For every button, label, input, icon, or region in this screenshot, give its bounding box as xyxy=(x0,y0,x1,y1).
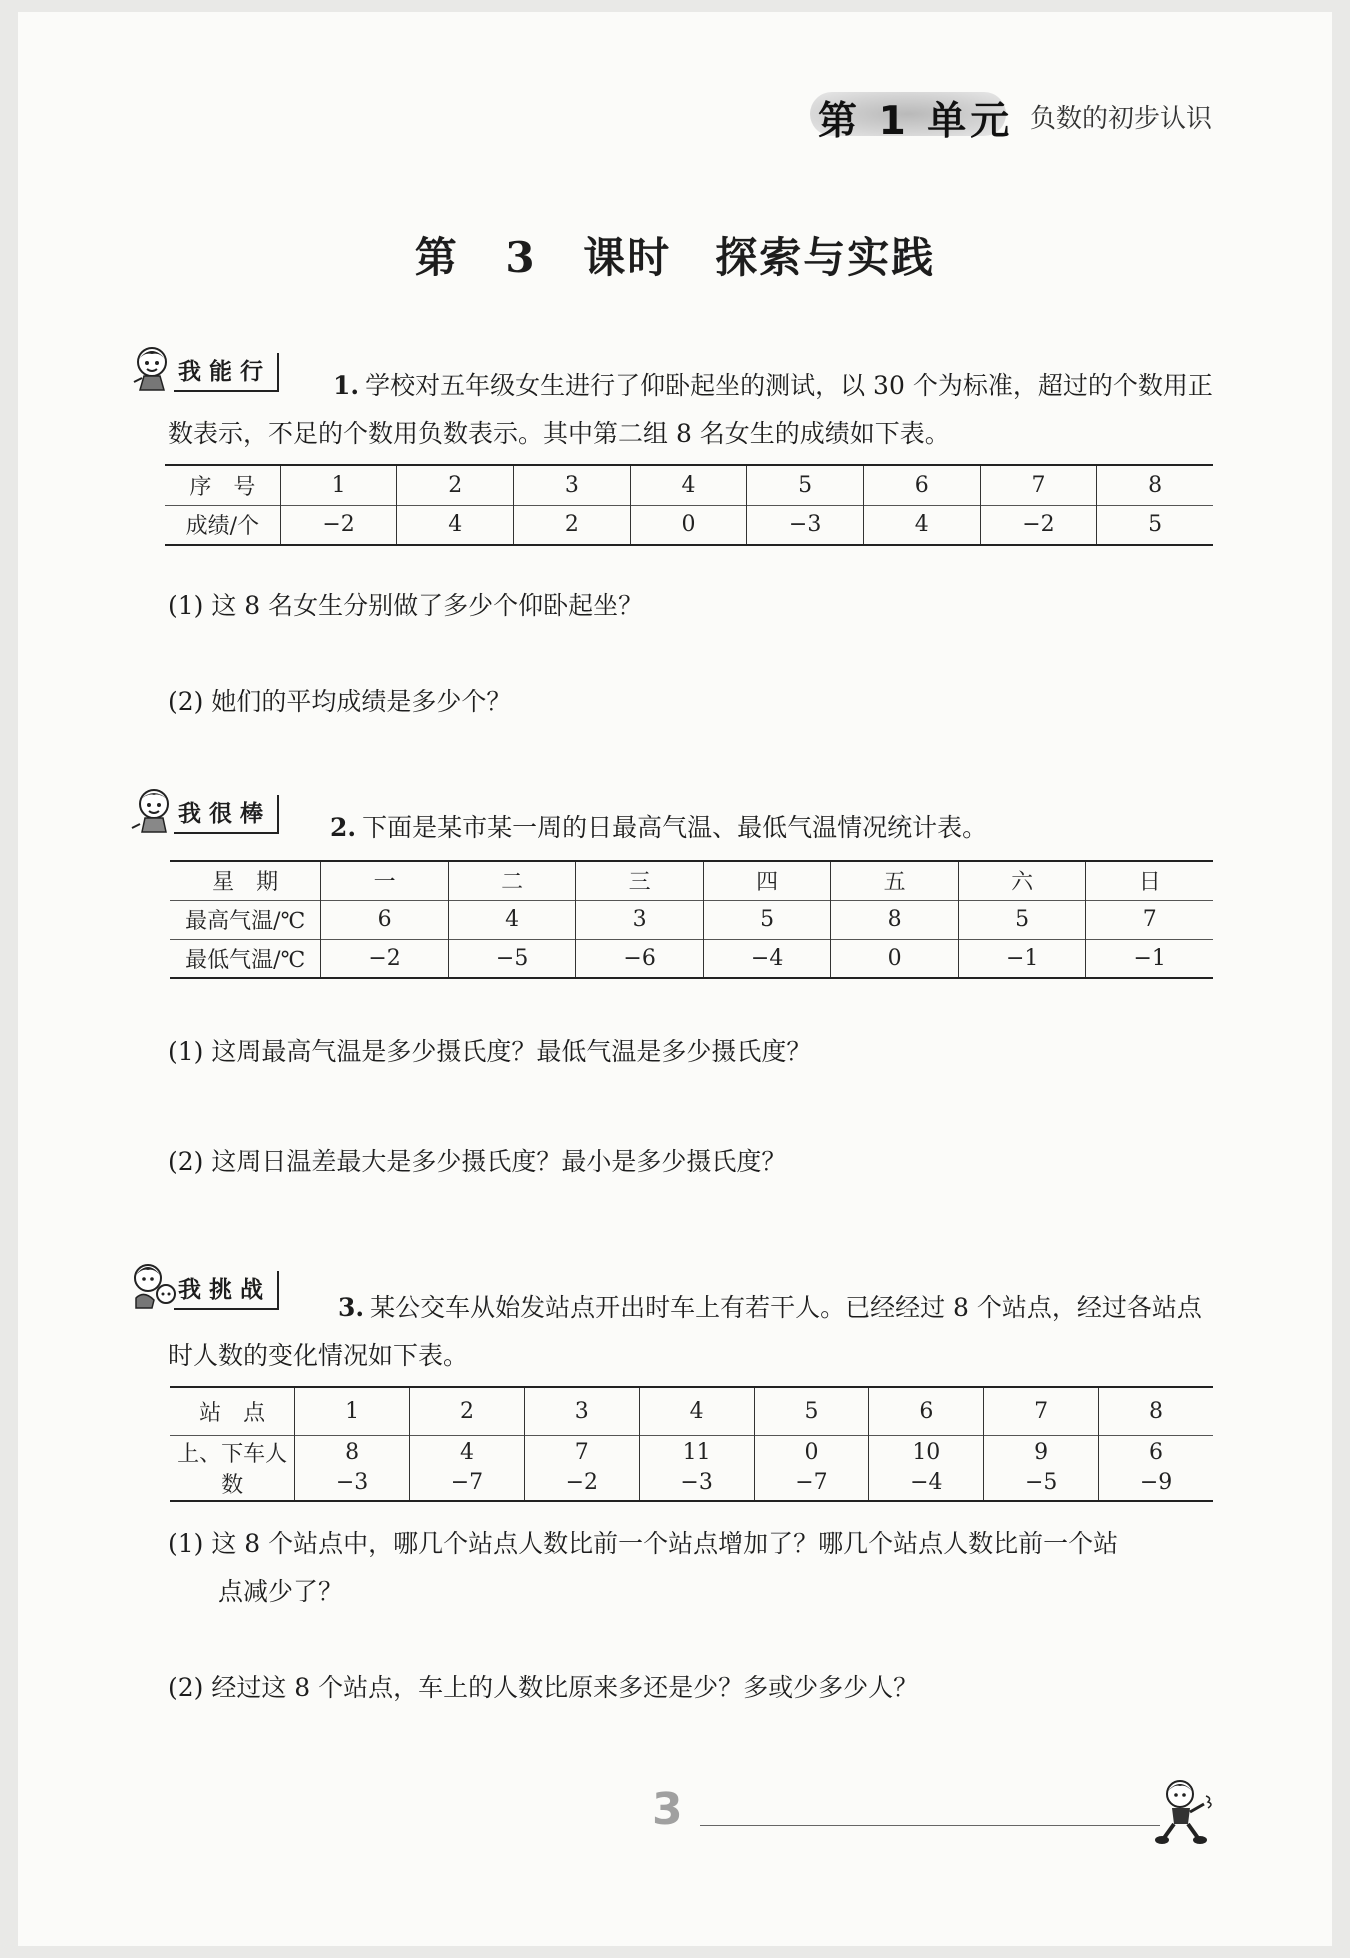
alighting-count: −7 xyxy=(450,1469,484,1495)
table-cell: −2 xyxy=(980,505,1097,545)
question3-body: 某公交车从始发站点开出时车上有若干人。已经经过 8 个站点，经过各站点时人数的变化情况如下表。 xyxy=(168,1293,1202,1370)
table-cell: 4 xyxy=(397,505,514,545)
table-cell: 6 xyxy=(321,900,449,939)
table-row xyxy=(165,505,1213,545)
boarding-count: 8 xyxy=(345,1439,360,1465)
table-cell: −4 xyxy=(703,939,831,978)
alighting-count: −7 xyxy=(795,1469,828,1495)
table-cell: −2 xyxy=(280,505,397,545)
table-cell: −2 xyxy=(321,939,449,978)
table-cell: 0 xyxy=(630,505,747,545)
unit-label: 第 1 单元 xyxy=(818,99,1014,144)
table-cell: 5 xyxy=(958,900,1086,939)
row-header: 站 点 xyxy=(199,1400,266,1426)
table-cell: 二 xyxy=(448,861,576,900)
question1-text xyxy=(168,362,1218,458)
table-cell: 7 xyxy=(1086,900,1213,939)
footer-rule xyxy=(700,1825,1160,1826)
table-cell: 2 xyxy=(514,505,631,545)
table-row xyxy=(170,939,1213,978)
table-cell: 4 xyxy=(639,1387,754,1435)
table-cell: 8 xyxy=(1097,465,1213,505)
row-header: 最低气温/℃ xyxy=(185,947,306,973)
table-cell xyxy=(295,1435,410,1501)
table-cell: −5 xyxy=(448,939,576,978)
boarding-count: 11 xyxy=(682,1439,711,1465)
boarding-count: 7 xyxy=(574,1439,589,1465)
worksheet-page xyxy=(18,12,1332,1946)
table-cell: 3 xyxy=(514,465,631,505)
table-cell xyxy=(984,1435,1099,1501)
question1-part2: (2) 她们的平均成绩是多少个？ xyxy=(168,687,512,716)
section1-tag-label: 我能行 xyxy=(174,353,279,392)
table-cell: 0 xyxy=(831,939,959,978)
table-cell: −3 xyxy=(747,505,864,545)
table-cell: 2 xyxy=(397,465,514,505)
table-cell: 四 xyxy=(703,861,831,900)
alighting-count: −3 xyxy=(335,1469,369,1495)
table-cell xyxy=(869,1435,984,1501)
bus-table xyxy=(170,1386,1213,1502)
question3-number: 3. xyxy=(338,1293,365,1322)
unit-subtitle: 负数的初步认识 xyxy=(1030,104,1213,134)
row-header: 序 号 xyxy=(189,474,256,500)
table-cell: 6 xyxy=(863,465,980,505)
table-cell: 4 xyxy=(448,900,576,939)
row-header: 星 期 xyxy=(212,870,279,896)
boarding-count: 6 xyxy=(1149,1439,1164,1465)
alighting-count: −2 xyxy=(565,1469,598,1495)
question3-text xyxy=(168,1284,1218,1380)
table-cell: 一 xyxy=(321,861,449,900)
running-boy-cartoon-icon xyxy=(1150,1776,1220,1846)
section2-tag-label: 我很棒 xyxy=(174,795,279,834)
alighting-count: −4 xyxy=(910,1469,943,1495)
table-row xyxy=(165,465,1213,505)
question2-part1: (1) 这周最高气温是多少摄氏度？最低气温是多少摄氏度？ xyxy=(168,1037,812,1066)
table-row xyxy=(170,861,1213,900)
table-cell: 3 xyxy=(576,900,704,939)
table-cell xyxy=(524,1435,639,1501)
boarding-count: 9 xyxy=(1034,1439,1049,1465)
table-cell: 日 xyxy=(1086,861,1213,900)
table-cell: 3 xyxy=(524,1387,639,1435)
question2-number: 2. xyxy=(330,813,357,842)
page-number: 3 xyxy=(652,1784,683,1835)
question1-part1: (1) 这 8 名女生分别做了多少个仰卧起坐？ xyxy=(168,591,644,620)
score-table xyxy=(165,464,1213,546)
row-header: 上、下车人数 xyxy=(177,1441,288,1498)
question1-number: 1. xyxy=(333,371,360,400)
table-cell: 三 xyxy=(576,861,704,900)
table-cell: 4 xyxy=(863,505,980,545)
alighting-count: −5 xyxy=(1024,1469,1058,1495)
table-cell xyxy=(1099,1435,1213,1501)
table-cell: 8 xyxy=(1099,1387,1213,1435)
table-cell: 1 xyxy=(295,1387,410,1435)
question2-body: 下面是某市某一周的日最高气温、最低气温情况统计表。 xyxy=(362,813,988,842)
question1-body: 学校对五年级女生进行了仰卧起坐的测试，以 30 个为标准，超过的个数用正数表示，不足的个数用负数表示。其中第二组 8 名女生的成绩如下表。 xyxy=(168,371,1213,448)
table-cell: 2 xyxy=(410,1387,525,1435)
table-cell xyxy=(639,1435,754,1501)
alighting-count: −9 xyxy=(1139,1469,1173,1495)
temperature-table xyxy=(170,860,1213,979)
table-cell: 5 xyxy=(1097,505,1213,545)
table-cell: 1 xyxy=(280,465,397,505)
question2-part2: (2) 这周日温差最大是多少摄氏度？最小是多少摄氏度？ xyxy=(168,1147,787,1176)
table-cell: 六 xyxy=(958,861,1086,900)
section3-tag-label: 我挑战 xyxy=(174,1271,279,1310)
table-cell xyxy=(410,1435,525,1501)
table-cell: −6 xyxy=(576,939,704,978)
row-header: 最高气温/℃ xyxy=(185,909,306,934)
table-cell: 4 xyxy=(630,465,747,505)
lesson-title: 第 3 课时 探索与实践 xyxy=(414,233,936,282)
question3-part1-cont: 点减少了？ xyxy=(218,1577,344,1606)
table-row xyxy=(170,1387,1213,1435)
table-cell: 8 xyxy=(831,900,959,939)
question2-text xyxy=(330,804,987,852)
table-cell: 5 xyxy=(703,900,831,939)
section2-tag xyxy=(130,790,279,834)
table-cell: 6 xyxy=(869,1387,984,1435)
table-row xyxy=(170,900,1213,939)
alighting-count: −3 xyxy=(680,1469,713,1495)
question3-part2: (2) 经过这 8 个站点，车上的人数比原来多还是少？多或少多少人？ xyxy=(168,1673,919,1702)
boy-cartoon-icon xyxy=(130,784,180,834)
table-cell: −1 xyxy=(1086,939,1213,978)
boarding-count: 10 xyxy=(912,1439,941,1465)
row-header: 成绩/个 xyxy=(185,514,260,540)
table-row xyxy=(170,1435,1213,1501)
table-cell: 5 xyxy=(747,465,864,505)
boarding-count: 4 xyxy=(459,1439,474,1465)
table-cell: 五 xyxy=(831,861,959,900)
table-cell: 7 xyxy=(984,1387,1099,1435)
table-cell: 5 xyxy=(754,1387,869,1435)
question3-part1: (1) 这 8 个站点中，哪几个站点人数比前一个站点增加了？哪几个站点人数比前一个站 xyxy=(168,1529,1119,1558)
table-cell: 7 xyxy=(980,465,1097,505)
table-cell xyxy=(754,1435,869,1501)
boarding-count: 0 xyxy=(804,1439,819,1465)
table-cell: −1 xyxy=(958,939,1086,978)
